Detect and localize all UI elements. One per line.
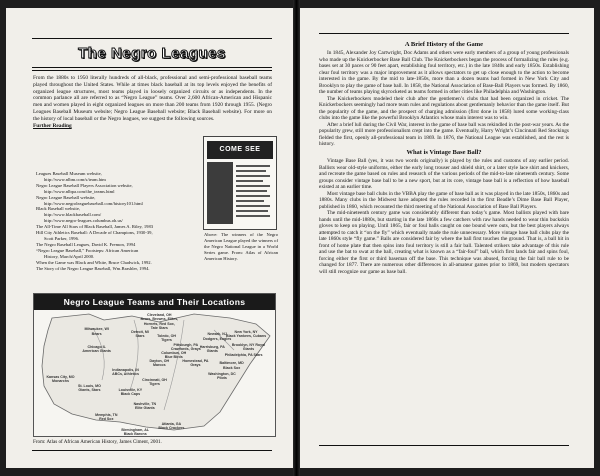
- map-team-label: Birmingham, AL Black Barons: [121, 428, 150, 437]
- map-title: Negro League Teams and Their Locations: [34, 294, 275, 310]
- reference-item: When the Game was Black and White, Bruce Chadwick, 1992.: [36, 259, 152, 265]
- further-reading-heading: Further Reading: [33, 122, 72, 129]
- top-rule: [32, 38, 272, 39]
- world-series-poster: [203, 136, 277, 230]
- map-team-label: Pittsburgh, PA Crawfords, Grays: [170, 342, 201, 351]
- map-team-label: Kansas City, MO Monarchs: [46, 375, 75, 384]
- reference-item: http://www.nlbpa.com/the_teams.html: [44, 188, 115, 194]
- map-team-label: Cleveland, OH Bears, Browns, Elites, Hornets, Red Sox, Tate Stars: [140, 313, 179, 330]
- map-team-label: Toledo, OH Tigers: [157, 333, 176, 342]
- reference-item: The All-Time All Stars of Black Baseball, James A. Riley, 1983: [36, 224, 154, 230]
- right-page: [300, 8, 594, 468]
- left-page: [6, 8, 293, 468]
- team-locations-map: [33, 293, 276, 437]
- reference-item: http://www.blackbaseball.com/: [44, 212, 102, 218]
- map-team-label: Milwaukee, WI Bears: [84, 327, 109, 336]
- poster-text-line: [236, 190, 267, 192]
- reference-item: http://www.negro-leagues.columbus.oh.us/: [44, 218, 123, 224]
- map-team-label: Baltimore, MD Black Sox: [219, 361, 244, 370]
- reference-item: http://www.nlbm.com/s/team.htm: [44, 176, 106, 182]
- reference-item: Black Baseball website,: [36, 206, 81, 212]
- body-paragraph: Vintage Base Ball (yes, it was two words originally) is played by the rules and customs of any earlier period. Ballists wear old-style uniforms, either the early long trouser and shield shirt, or a later style lace shirt and knickers, and recreate the game based on rules and research of the various periods of the mid-to-late nineteenth century. Some groups consider vintage base ball to be a new sport, but at its core, vintage base ball is a reflection of how baseball existed at an earlier time.: [319, 158, 569, 190]
- intro-block: [33, 75, 272, 130]
- reference-item: Negro League Baseball Players Association website,: [36, 182, 133, 188]
- reference-item: Scott Parker, 1996.: [44, 235, 80, 241]
- intro-paragraph: From the 1880s to 1950 literally hundreds of all-black, professional and semi-professional baseball teams played throughout the United States. While at times black baseball at its top levels enjoyed the benefits of organized league structures, most teams played in loosely organized circuits or as independents. In the common parlance all are referred to as “Negro League” teams. Over 2,600 African-American and Hispanic men and women played in eight organized leagues on more than 200 teams from 1920 through 1955. (Negro Leagues Baseball Museum website; Negro League Baseball website; Black Baseball website). For more on the history of local baseball or the Negro leagues, we suggest the following sources.: [33, 75, 272, 122]
- map-team-label: Dayton, OH Marcos: [149, 358, 170, 367]
- poster-text-line: [236, 200, 264, 202]
- page-title: The Negro Leagues: [78, 45, 226, 62]
- poster-heading: COME SEE: [207, 141, 273, 159]
- body-paragraph: After a brief lull during the Civil War, interest in the game of base ball was rekindled in the post-war years. As the popularity grew, still more professionalism crept into the game. Eventually, Harry Wright’s Cincinnati Red Stockings fielded the first, openly all-professional team in 1869. In 1876, the National League was established, and the rest is history.: [319, 121, 569, 147]
- book-gutter: [293, 0, 300, 476]
- body-paragraph: In 1845, Alexander Joy Cartwright, Doc Adams and others were early members of a group of young professionals who made up the Knickerbocker Base Ball Club. The Knickerbockers began the process of formalizing the rules (e.g. bases set at 30 paces or 90 feet apart, establishing foul territory, etc.) in the late 1840s and early 1850s. Establishing clear foul territory was a major improvement as it allows spectators to get up close enough to the action to become interested in the game. By the mid to late-1850s, more than a dozen teams had formed in New York City and Brooklyn to play the game of base ball. In 1858, the National Association of Base-Ball Players was formed. By 1860, the number of teams playing skyrocketed as teams formed in other cities like Philadelphia and Washington.: [319, 50, 569, 95]
- top-rule: [319, 33, 569, 34]
- map-team-label: Philadelphia, PA Stars: [224, 353, 263, 358]
- poster-text-line: [236, 205, 270, 207]
- poster-text-line: [236, 195, 270, 197]
- map-team-label: Brooklyn, NY Royal Giants: [231, 342, 266, 351]
- map-team-label: Detroit, MI Stars: [131, 329, 149, 338]
- map-team-label: Homestead, PA Grays: [182, 358, 209, 367]
- poster-text-line: [236, 165, 270, 167]
- map-team-label: Atlanta, GA Black Crackers: [158, 421, 185, 430]
- reference-item: Leagues Baseball Museum website,: [36, 171, 102, 176]
- reference-item: The Negro Baseball Leagues, David K. Fremon, 1994: [36, 241, 136, 247]
- bottom-rule: [319, 445, 569, 446]
- map-team-label: Columbus, OH Blue Birds: [161, 351, 187, 360]
- map-team-label: Washington, DC Pilots: [208, 371, 236, 380]
- reference-item: Negro League Baseball website,: [36, 194, 96, 200]
- article-column: [319, 42, 569, 275]
- map-team-label: New York, NY Black Yankees, Cubans: [226, 329, 267, 338]
- poster-text-line: [236, 180, 263, 182]
- poster-text-line: [236, 170, 266, 172]
- section-heading: A Brief History of the Game: [404, 41, 484, 48]
- map-team-label: Nashville, TN Elite Giants: [133, 401, 157, 410]
- title-rule-thin: [32, 70, 272, 71]
- body-paragraph: The Knickerbockers modeled their club after the gentlemen’s clubs that had been organized in cricket. The Knickerbockers seemingly had more team rules and regulations about gentlemanly behavior than the game itself. But the popularity of the game, and the prospect of charging admission (first done in 1858) lured some working-class clubs into the game like the powerful Brooklyn Atlantics whose main interest was to win.: [319, 95, 569, 121]
- poster-text-line: [236, 215, 270, 217]
- section-heading: What is Vintage Base Ball?: [406, 149, 482, 156]
- reference-item: “Negro League Baseball,” Footsteps: African American: [36, 247, 139, 253]
- map-team-label: St. Louis, MO Giants, Stars: [77, 384, 101, 393]
- map-team-label: Chicago IL American Giants: [82, 344, 111, 354]
- body-paragraph: The mid-nineteenth century game was considerably different than today’s game. Most ballists played with bare hands until the mid-1880s, but starting in the late 1860s a few catchers with raw hands needed to wear thin buckskin gloves to keep on playing. Until 1865, fair or foul balls caught on one bound were outs, but the best players always attempted to catch it “on the fly” which eventually made the rule unnecessary. More vintage base ball clubs play the late 1860s style “fly game.” Balls are considered fair by where the ball first touches the ground. That is, a ball hit in front of home plate that then spins into foul territory is still a fair ball. Talented strikers take advantage of this rule and use the bat to swat at the ball, creating what is known as a “fair-foul” ball, which first lands fair and spins foul, forcing either the first or third baseman off the base. This technique was abused, forcing the fair ball rule to be changed for 1877. There are numerous other differences in all-amateur games prior to 1869, but modern spectators will still recognize our game as base ball.: [319, 210, 569, 275]
- map-caption: From: Atlas of African American History, James Ciment, 2001.: [33, 439, 162, 445]
- poster-text-line: [236, 185, 270, 187]
- map-team-label: Newark, NJ Dodgers, Eagles: [203, 332, 232, 341]
- map-team-label: Cincinnati, OH Tigers: [142, 377, 167, 386]
- poster-caption: Above: The winners of the Negro American League played the winners of the Negro National League in a World Series game. From: Atlas of African American History.: [204, 232, 278, 261]
- bottom-rule: [32, 450, 272, 451]
- body-paragraph: Most vintage base ball clubs in the VBBA play the game of base ball as it was played in the late 1850s, 1860s and 1880s. Many clubs in the Midwest have adopted the rules recorded in the first Beadle’s Dime Base Ball Player, published in 1860, which recounted the third meeting of the National Association of Base Ball Players.: [319, 190, 569, 210]
- poster-text-line: [236, 175, 270, 177]
- map-team-label: Louisville, KY Black Caps: [118, 387, 143, 396]
- reference-item: Hill City Athletics Baseball: A Decade of Champions, 1930-39,: [36, 230, 153, 236]
- map-team-label: Harrisburg, PA Giants: [199, 344, 225, 354]
- poster-text-line: [236, 210, 268, 212]
- map-team-label: Memphis, TN Red Sox: [95, 413, 118, 422]
- reference-item: The Story of the Negro League Baseball, Wm.Brashler, 1994.: [36, 265, 150, 271]
- title-rule: [32, 67, 272, 68]
- reference-item: History, March/April 2000.: [44, 253, 95, 259]
- player-photo: [207, 162, 233, 224]
- reference-list: [36, 171, 201, 271]
- reference-item: http://www.negroleaguebaseball.com/history101.html: [44, 200, 143, 206]
- map-team-label: Indianapolis, IN ABCs, Athletics: [112, 367, 139, 376]
